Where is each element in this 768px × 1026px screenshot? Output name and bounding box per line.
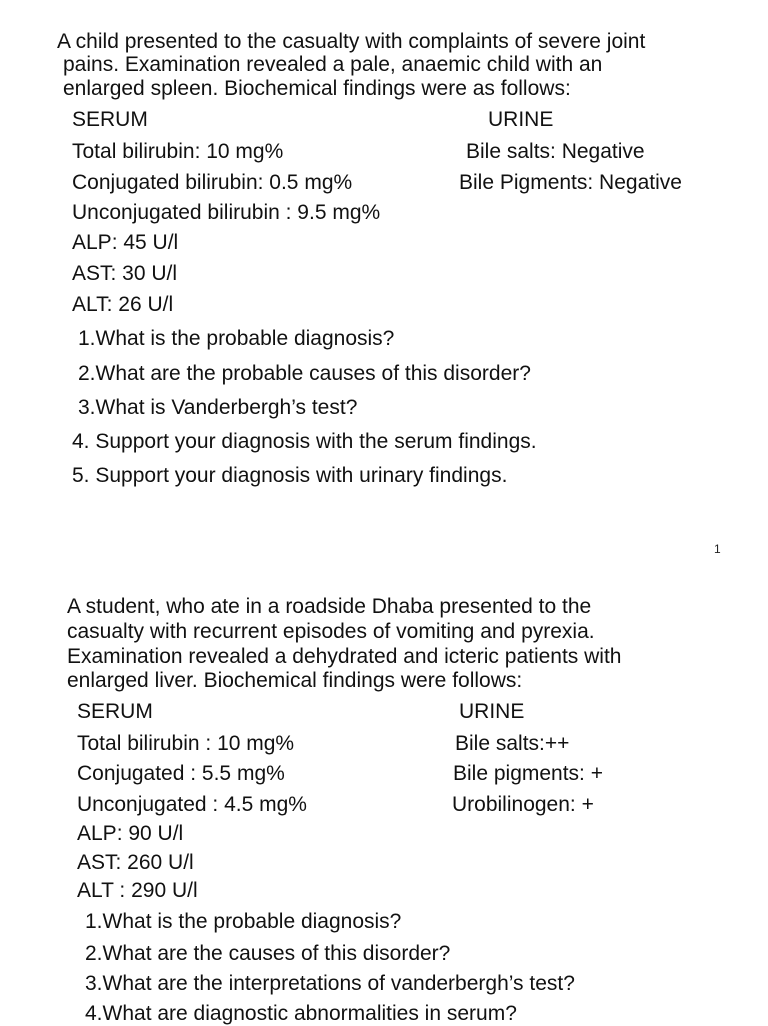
question: 1.What is the probable diagnosis? xyxy=(78,327,395,350)
urine-heading: URINE xyxy=(488,108,554,131)
case-1-intro-line: A child presented to the casualty with complaints of severe joint xyxy=(57,30,646,53)
serum-value: Unconjugated bilirubin : 9.5 mg% xyxy=(72,201,381,224)
serum-heading: SERUM xyxy=(72,108,148,131)
urine-value: Bile salts: Negative xyxy=(466,140,645,163)
urine-heading: URINE xyxy=(459,700,525,723)
serum-value: ALP: 90 U/l xyxy=(77,822,184,845)
case-2-intro-line: enlarged liver. Biochemical findings were follows: xyxy=(67,669,523,692)
urine-value: Urobilinogen: + xyxy=(452,793,594,816)
question: 3.What are the interpretations of vanderbergh’s test? xyxy=(85,972,575,995)
serum-value: ALT: 26 U/l xyxy=(72,293,174,316)
serum-value: ALT : 290 U/l xyxy=(77,879,198,902)
case-2-intro-line: Examination revealed a dehydrated and icteric patients with xyxy=(67,645,622,668)
serum-value: Unconjugated : 4.5 mg% xyxy=(77,793,307,816)
case-1-intro-line: enlarged spleen. Biochemical findings were as follows: xyxy=(63,77,571,100)
question: 4. Support your diagnosis with the serum findings. xyxy=(72,430,537,453)
page-number: 1 xyxy=(714,542,721,556)
question: 2.What are the probable causes of this disorder? xyxy=(78,362,531,385)
serum-value: Total bilirubin : 10 mg% xyxy=(77,732,295,755)
urine-value: Bile salts:++ xyxy=(455,732,570,755)
serum-value: Conjugated : 5.5 mg% xyxy=(77,762,285,785)
question: 3.What is Vanderbergh’s test? xyxy=(78,396,358,419)
serum-value: ALP: 45 U/l xyxy=(72,231,179,254)
question: 5. Support your diagnosis with urinary findings. xyxy=(72,464,508,487)
serum-value: Total bilirubin: 10 mg% xyxy=(72,140,284,163)
serum-value: Conjugated bilirubin: 0.5 mg% xyxy=(72,171,353,194)
serum-heading: SERUM xyxy=(77,700,153,723)
serum-value: AST: 260 U/l xyxy=(77,851,194,874)
case-2-intro-line: A student, who ate in a roadside Dhaba presented to the xyxy=(67,595,592,618)
urine-value: Bile pigments: + xyxy=(453,762,603,785)
question: 2.What are the causes of this disorder? xyxy=(85,942,451,965)
case-2-intro-line: casualty with recurrent episodes of vomiting and pyrexia. xyxy=(67,620,595,643)
case-1-intro-line: pains. Examination revealed a pale, anaemic child with an xyxy=(63,53,603,76)
question: 4.What are diagnostic abnormalities in serum? xyxy=(85,1002,517,1025)
serum-value: AST: 30 U/l xyxy=(72,262,178,285)
urine-value: Bile Pigments: Negative xyxy=(459,171,682,194)
question: 1.What is the probable diagnosis? xyxy=(85,910,402,933)
